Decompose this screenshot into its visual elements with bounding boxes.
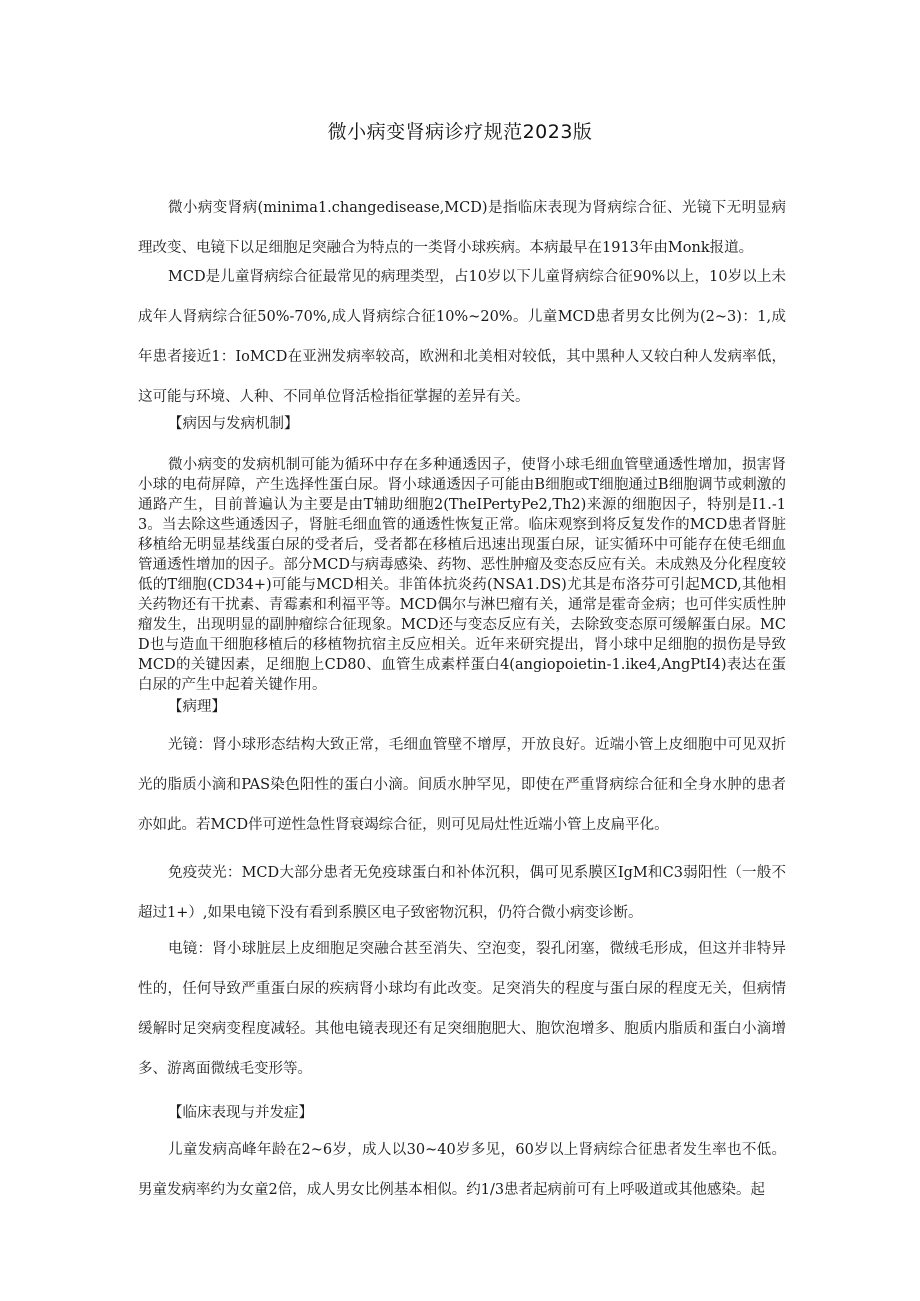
etiology-paragraph: 微小病变的发病机制可能为循环中存在多种通透因子，使肾小球毛细血管壁通透性增加，损害肾小球的电荷屏障，产生选择性蛋白尿。肾小球通透因子可能由B细胞或T细胞通过B细胞调节或刺激的通路产生，目前普遍认为主要是由T辅助细胞2(TheIPertyPe2,Th2)来源的细胞因子，特别是I1.-13。当去除这些通透因子，肾脏毛细血管的通透性恢复正常。临床观察到将反复发作的MCD患者肾脏移植给无明显基线蛋白尿的受者后，受者都在移植后迅速出现蛋白尿，证实循环中可能存在使毛细血管通透性增加的因子。部分MCD与病毒感染、药物、恶性肿瘤及变态反应有关。未成熟及分化程度较低的T细胞(CD34+)可能与MCD相关。非笛体抗炎药(NSA1.DS)尤其是布洛芬可引起MCD,其他相关药物还有干扰素、青霉素和利福平等。MCD偶尔与淋巴瘤有关，通常是霍奇金病；也可伴实质性肿瘤发生，出现明显的副肿瘤综合征现象。MCD还与变态反应有关，去除致变态原可缓解蛋白尿。MCD也与造血干细胞移植后的移植物抗宿主反应相关。近年来研究提出，肾小球中足细胞的损伤是导致MCD的关键因素，足细胞上CD80、血管生成素样蛋白4(angiopoietin-1.ike4,AngPtI4)表达在蛋白尿的产生中起着关键作用。 [138, 457, 786, 693]
pathology-electron-microscopy: 电镜：肾小球脏层上皮细胞足突融合甚至消失、空泡变，裂孔闭塞，微绒毛形成，但这并非特异性的，任何导致严重蛋白尿的疾病肾小球均有此改变。足突消失的程度与蛋白尿的程度无关，但病情缓解时足突病变程度减轻。其他电镜表现还有足突细胞肥大、胞饮泡增多、胞质内脂质和蛋白小滴增多、游离面微绒毛变形等。 [138, 941, 786, 1077]
pathology-immunofluorescence: 免疫荧光：MCD大部分患者无免疫球蛋白和补体沉积，偶可见系膜区IgM和C3弱阳性（一般不超过1+）,如果电镜下没有看到系膜区电子致密物沉积，仍符合微小病变诊断。 [138, 865, 786, 921]
document-title: 微小病变肾病诊疗规范2023版 [327, 121, 593, 143]
etiology-heading: 【病因与发病机制】 [168, 416, 299, 432]
pathology-heading: 【病理】 [168, 699, 226, 715]
intro-paragraph-1: 微小病变肾病(minima1.changedisease,MCD)是指临床表现为肾病综合征、光镜下无明显病理改变、电镜下以足细胞足突融合为特点的一类肾小球疾病。本病最早在1913年由Monk报道。 [138, 200, 786, 256]
clinical-heading: 【临床表现与并发症】 [168, 1105, 313, 1121]
pathology-light-microscopy: 光镜：肾小球形态结构大致正常，毛细血管壁不增厚，开放良好。近端小管上皮细胞中可见双折光的脂质小滴和PAS染色阳性的蛋白小滴。间质水肿罕见，即使在严重肾病综合征和全身水肿的患者亦如此。若MCD伴可逆性急性肾衰竭综合征，则可见局灶性近端小管上皮扁平化。 [138, 737, 786, 833]
intro-paragraph-2: MCD是儿童肾病综合征最常见的病理类型，占10岁以下儿童肾病综合征90%以上，10岁以上未成年人肾病综合征50%-70%,成人肾病综合征10%~20%。儿童MCD患者男女比例为(2~3)：1,成年患者接近1：IoMCD在亚洲发病率较高，欧洲和北美相对较低，其中黑种人又较白种人发病率低，这可能与环境、人种、不同单位肾活检指征掌握的差异有关。 [138, 269, 786, 405]
clinical-paragraph: 儿童发病高峰年龄在2~6岁，成人以30~40岁多见，60岁以上肾病综合征患者发生率也不低。男童发病率约为女童2倍，成人男女比例基本相似。约1/3患者起病前可有上呼吸道或其他感染。起 [138, 1142, 786, 1198]
